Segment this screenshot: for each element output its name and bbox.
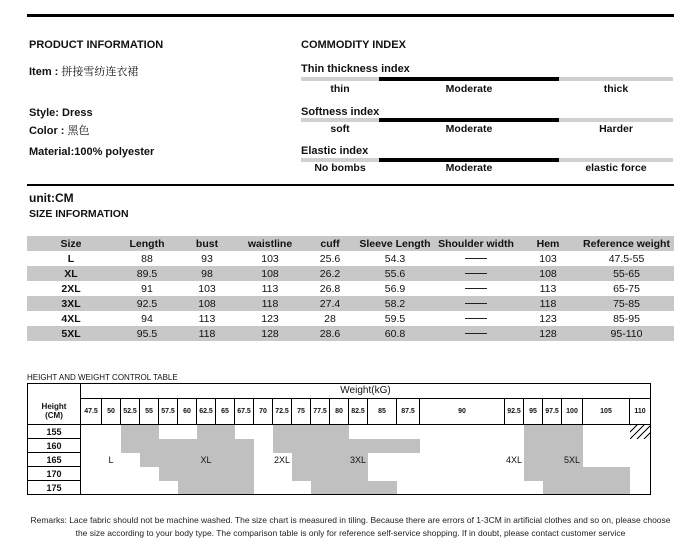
value-cell: 26.8 [319,282,341,295]
value-cell: 123 [261,312,279,325]
weight-header-cell: 67.5 [235,398,254,425]
size-row [27,311,674,326]
value-cell: 123 [539,312,557,325]
hw-grid-cell [273,481,292,495]
hw-grid-cell [140,439,159,453]
soft-level-3: Harder [599,123,633,135]
weight-header-cell: 70 [254,398,273,425]
hw-grid-cell [524,439,543,453]
size-row [27,281,674,296]
hw-grid-cell [102,439,121,453]
hw-grid-cell [420,439,505,453]
size-table [27,236,674,341]
hw-grid-cell [524,453,543,467]
hw-grid-cell [583,453,630,467]
size-cell: 5XL [27,326,115,341]
value-cell: 103 [198,282,216,295]
height-weight-table [27,383,651,495]
value-cell [435,281,517,296]
hw-grid-cell [505,481,524,495]
thin-level-3: thick [603,83,629,95]
hw-grid-cell [368,467,397,481]
hw-grid-cell [292,467,311,481]
hw-grid-cell [197,467,216,481]
value-cell: 59.5 [384,312,406,325]
weight-header-cell: 75 [292,398,311,425]
item-label: Item : [29,66,59,78]
hw-grid-cell [216,481,235,495]
hw-grid-cell [81,453,102,467]
hw-grid-cell [630,439,651,453]
hw-grid-cell [420,467,505,481]
value-cell: 95-110 [579,326,674,341]
hw-grid-cell [349,467,368,481]
dash-mark [465,333,487,334]
hw-grid-cell [397,439,420,453]
dash-mark [465,258,487,259]
hw-grid-cell [368,425,397,439]
dash-mark [465,273,487,274]
hw-grid-cell [420,425,505,439]
size-cell: 4XL [61,312,81,325]
commodity-index-heading: COMMODITY INDEX [301,39,406,51]
col-waistline: waistline [235,236,305,251]
hw-grid-cell [235,439,254,453]
weight-header-cell: 90 [420,398,505,425]
hw-grid-cell [178,439,197,453]
hw-grid-cell [254,425,273,439]
hw-grid-cell [630,453,651,467]
value-cell: 93 [201,252,213,265]
hw-grid-cell [420,453,505,467]
hw-grid-cell [178,425,197,439]
hw-grid-cell [368,481,397,495]
color-value: 黑色 [67,125,90,137]
hw-grid-cell [630,425,651,439]
col-sleeve-length: Sleeve Length [355,236,435,251]
hw-grid-cell [216,453,235,467]
color-label: Color : [29,125,65,137]
hw-grid-cell [562,481,583,495]
value-cell: 58.2 [355,296,435,311]
hw-grid-cell [121,467,140,481]
value-cell: 108 [179,296,235,311]
height-cell: 165 [28,453,81,467]
weight-header-cell: 82.5 [349,398,368,425]
hw-grid-cell [330,481,349,495]
hw-grid-cell [397,453,420,467]
value-cell: 113 [261,282,279,295]
size-cell: 2XL [61,282,81,295]
hw-grid-cell [505,425,524,439]
hw-grid-cell [562,467,583,481]
hw-grid-cell [121,453,140,467]
hw-grid-cell [349,439,368,453]
value-cell: 65-75 [613,282,640,295]
height-title-cell [28,398,81,425]
hw-grid-cell [273,439,292,453]
hw-grid-cell [178,453,197,467]
weight-title: Weight(kG) [81,384,651,399]
weight-header-cell: 50 [102,398,121,425]
col-cuff: cuff [305,236,355,251]
value-cell [435,296,517,311]
hw-grid-cell [235,425,254,439]
value-cell: 85-95 [613,312,640,325]
elastic-level-1: No bombs [314,162,366,174]
hw-grid-cell [543,425,562,439]
hw-grid-cell [397,481,420,495]
remarks-text: Remarks: Lace fabric should not be machine washed. The size chart is measured in tiling. Because there are errors of 1-3CM in artificial clothes and so on, please choose the size according to your body type. The comparison table is only for reference self-service shopping. If in doubt, please contact customer service [30,515,671,538]
hw-grid-cell [292,439,311,453]
elastic-level-2: Moderate [445,162,493,174]
size-cell: L [67,252,75,265]
hw-grid-cell [140,481,159,495]
hw-grid-cell [368,453,397,467]
hw-grid-cell [235,481,254,495]
col-hem: Hem [517,236,579,251]
hw-grid-cell [140,453,159,467]
value-cell: 98 [179,266,235,281]
weight-header-cell: 57.5 [159,398,178,425]
height-cell: 175 [28,481,81,495]
dash-mark [465,318,487,319]
hw-grid-cell [311,481,330,495]
size-cell: XL [27,266,115,281]
hw-grid-cell [349,425,368,439]
size-label: 3XL [349,454,366,465]
value-cell: 28.6 [305,326,355,341]
weight-header-cell: 77.5 [311,398,330,425]
hw-grid-cell [420,481,505,495]
hw-grid-cell [81,439,102,453]
hw-grid-cell [102,425,121,439]
value-cell: 113 [198,312,216,325]
hw-grid-cell [159,481,178,495]
hw-grid-cell [311,467,330,481]
height-cell: 170 [28,467,81,481]
top-divider [27,14,674,17]
value-cell: 94 [141,312,153,325]
value-cell: 103 [261,252,279,265]
thin-index-title: Thin thickness index [301,63,410,75]
hw-grid-cell [583,467,630,481]
hw-grid-cell [216,467,235,481]
elastic-index-title: Elastic index [301,145,369,157]
hw-grid-cell [524,481,543,495]
size-row [27,296,674,311]
value-cell: 55-65 [579,266,674,281]
value-cell: 56.9 [384,282,406,295]
unit-label: unit:CM [29,191,74,205]
hw-grid-cell [330,453,349,467]
value-cell: 88 [141,252,153,265]
hw-grid-cell [121,481,140,495]
value-cell: 55.6 [355,266,435,281]
height-unit: (CM) [45,411,63,420]
hw-grid-cell [349,481,368,495]
height-cell: 155 [28,425,81,439]
hw-grid-cell [197,425,216,439]
weight-header-cell: 100 [562,398,583,425]
hw-grid-cell [311,439,330,453]
value-cell: 118 [179,326,235,341]
hw-grid-cell [81,467,102,481]
hw-grid-cell [121,425,140,439]
col-size: Size [27,236,115,251]
weight-header-cell: 95 [524,398,543,425]
weight-header-cell: 110 [630,398,651,425]
hw-grid-cell [292,453,311,467]
value-cell: 118 [235,296,305,311]
hw-grid-cell [543,453,562,467]
size-label: 5XL [563,454,580,465]
hw-grid-cell [197,439,216,453]
value-cell [435,311,517,326]
hw-grid-cell [524,467,543,481]
value-cell: 26.2 [305,266,355,281]
weight-header-cell: 87.5 [397,398,420,425]
hw-grid-cell [254,481,273,495]
size-row [27,251,674,266]
material-text: Material:100% polyester [29,146,155,158]
hw-grid-cell [505,467,524,481]
value-cell: 113 [539,282,557,295]
hw-grid-cell [159,439,178,453]
hw-grid-cell [292,481,311,495]
product-info-heading: PRODUCT INFORMATION [29,39,164,51]
hw-grid-cell [159,453,178,467]
height-cell: 160 [28,439,81,453]
value-cell: 118 [517,296,579,311]
hw-grid-cell [102,453,121,467]
color-row [29,122,90,138]
hw-grid-cell [292,425,311,439]
hw-grid-cell [273,453,292,467]
size-label: 4XL [505,454,522,465]
hw-grid-cell [583,439,630,453]
hw-grid-cell [630,467,651,481]
value-cell: 75-85 [579,296,674,311]
height-title: Height [41,402,67,411]
hw-grid-cell [330,425,349,439]
style-row [29,107,93,119]
hw-grid-cell [178,467,197,481]
value-cell: 95.5 [115,326,179,341]
value-cell [435,326,517,341]
dash-mark [465,288,487,289]
value-cell: 25.6 [319,252,341,265]
value-cell: 60.8 [355,326,435,341]
hw-grid-cell [159,467,178,481]
hw-grid-cell [330,467,349,481]
value-cell: 54.3 [384,252,406,265]
hw-grid-cell [562,425,583,439]
hw-grid-cell [311,425,330,439]
size-label: 2XL [273,454,290,465]
hw-grid-cell [524,425,543,439]
hw-grid-cell [630,481,651,495]
hw-grid-cell [397,467,420,481]
hw-grid-cell [254,453,273,467]
value-cell: 28 [324,312,336,325]
hw-grid-cell [178,481,197,495]
col-shoulder-width: Shoulder width [435,236,517,251]
hw-grid-cell [273,425,292,439]
value-cell: 128 [517,326,579,341]
hw-grid-cell [216,425,235,439]
size-info-heading: SIZE INFORMATION [29,208,129,220]
hw-grid-cell [583,481,630,495]
value-cell: 89.5 [115,266,179,281]
value-cell [435,266,517,281]
hw-grid-cell [273,467,292,481]
hw-grid-cell [254,467,273,481]
value-cell: 108 [235,266,305,281]
hw-grid-cell [543,439,562,453]
weight-header-cell: 105 [583,398,630,425]
size-table-header [27,236,674,251]
hw-grid-cell [81,481,102,495]
weight-header-cell: 55 [140,398,159,425]
hw-grid-cell [397,425,420,439]
hw-table-heading: HEIGHT AND WEIGHT CONTROL TABLE [27,373,178,382]
hw-grid-cell [216,439,235,453]
value-cell: 128 [235,326,305,341]
hw-grid-cell [102,481,121,495]
item-row [29,63,138,79]
value-cell: 108 [517,266,579,281]
hw-grid-cell [254,439,273,453]
weight-header-cell: 65 [216,398,235,425]
size-label: XL [200,454,212,465]
weight-header-cell: 92.5 [505,398,524,425]
weight-header-cell: 97.5 [543,398,562,425]
elastic-level-3: elastic force [585,162,647,174]
size-row [27,326,674,341]
hw-grid-cell [140,425,159,439]
hw-grid-cell [562,453,583,467]
value-cell: 103 [539,252,557,265]
weight-header-cell: 80 [330,398,349,425]
hw-grid-cell [102,467,121,481]
hw-grid-cell [543,481,562,495]
thin-level-1: thin [330,83,350,95]
thin-level-2: Moderate [445,83,493,95]
value-cell [435,251,517,266]
hw-grid-cell [368,439,397,453]
hw-grid-cell [235,453,254,467]
hw-grid-cell [159,425,178,439]
value-cell: 91 [141,282,153,295]
hw-grid-cell [81,425,102,439]
hw-grid-cell [311,453,330,467]
value-cell: 27.4 [305,296,355,311]
hw-grid-cell [349,453,368,467]
size-cell: 3XL [27,296,115,311]
weight-header-cell: 52.5 [121,398,140,425]
hw-grid-cell [197,481,216,495]
soft-level-1: soft [330,123,350,135]
hw-grid-cell [505,439,524,453]
weight-header-cell: 47.5 [81,398,102,425]
mid-divider [27,184,674,186]
weight-header-cell: 72.5 [273,398,292,425]
hw-grid-cell [140,467,159,481]
hw-grid-cell [505,453,524,467]
hw-grid-cell [235,467,254,481]
style-label: Style: [29,107,59,119]
weight-header-cell: 60 [178,398,197,425]
hw-grid-cell [330,439,349,453]
softness-index-title: Softness index [301,106,380,118]
thin-index-bar [301,77,673,82]
col-reference-weight: Reference weight [579,236,674,251]
hw-grid-cell [543,467,562,481]
hw-grid-cell [583,425,630,439]
weight-header-cell: 85 [368,398,397,425]
value-cell: 92.5 [115,296,179,311]
weight-header-cell: 62.5 [197,398,216,425]
item-value: 拼接雪纺连衣裙 [61,66,139,78]
hw-grid-cell [562,439,583,453]
hw-grid-cell [197,453,216,467]
size-label: L [108,454,114,465]
hw-corner [28,384,81,399]
value-cell: 47.5-55 [608,252,645,265]
size-row [27,266,674,281]
soft-level-2: Moderate [445,123,493,135]
style-value: Dress [62,107,93,119]
col-length: Length [115,236,179,251]
dash-mark [465,303,487,304]
hw-grid-cell [121,439,140,453]
col-bust: bust [179,236,235,251]
